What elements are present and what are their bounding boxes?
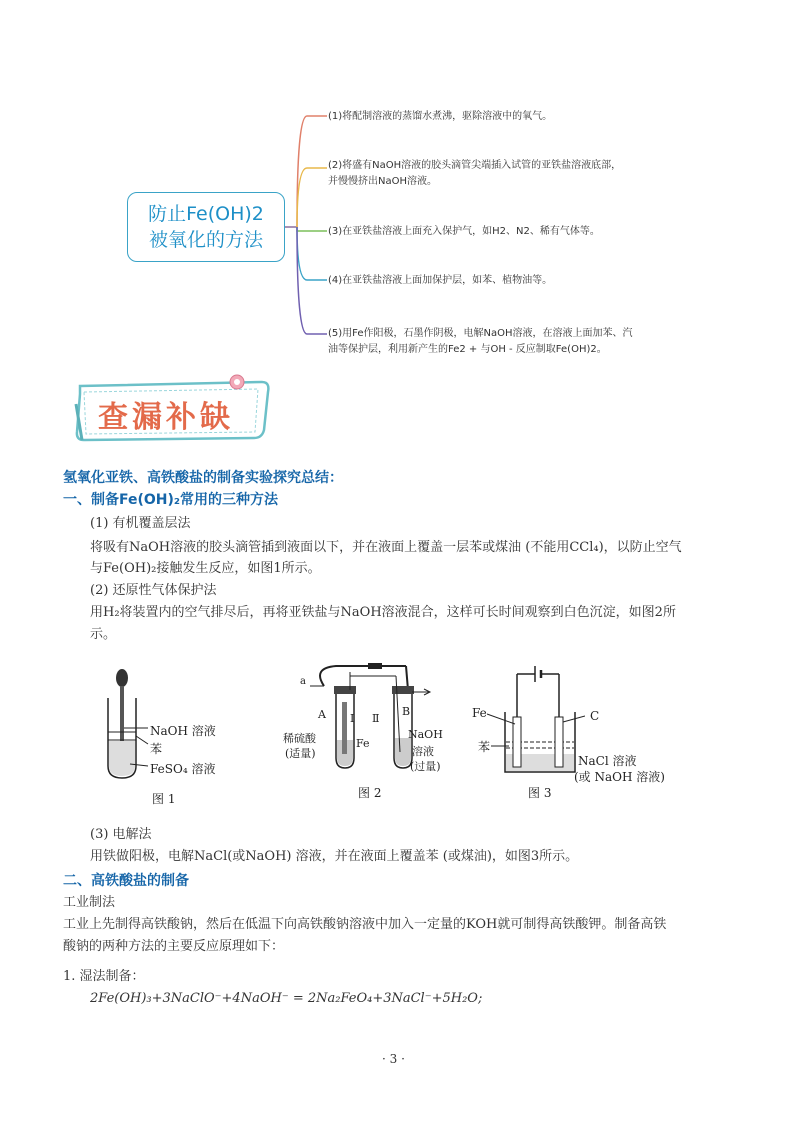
fig2-label-excess: (过量) [410, 760, 441, 773]
fig1-label-benzene: 苯 [150, 742, 163, 756]
fig2-label-acid-amount: (适量) [285, 747, 316, 760]
fig2-label-naoh: NaOH [408, 728, 443, 741]
banner-title: 查漏补缺 [98, 400, 234, 435]
part2-line2: 酸钠的两种方法的主要反应原理如下： [63, 939, 285, 954]
fig2-label-a: a [300, 676, 306, 687]
fig3-label-naoh: (或 NaOH 溶液) [574, 770, 665, 784]
mindmap-item-5: (5)用Fe作阳极，石墨作阴极，电解NaOH溶液，在溶液上面加苯、汽 油等保护层，利用新产生的Fe2 + 与OH - 反应制取Fe(OH)2。 [328, 328, 633, 355]
method2-line2: 示。 [90, 627, 117, 642]
figure-3-diagram [485, 662, 585, 782]
fig3-label-c: C [590, 709, 600, 723]
mindmap-center-line1: 防止Fe(OH)2 [148, 203, 264, 225]
method2-title: (2) 还原性气体保护法 [90, 583, 217, 598]
method3-title: (3) 电解法 [90, 827, 152, 842]
method1-line2: 与Fe(OH)₂接触发生反应，如图1所示。 [90, 561, 321, 576]
fig2-label-B: B [402, 705, 411, 718]
fig1-label-naoh: NaOH 溶液 [150, 724, 216, 738]
fig3-label-fe: Fe [472, 706, 487, 720]
equation-wet-method: 2Fe(OH)₃+3NaClO⁻+4NaOH⁻ = 2Na₂FeO₄+3NaCl⁻+5H₂O; [90, 991, 483, 1006]
fig3-caption: 图 3 [528, 786, 552, 800]
mindmap-connectors [285, 108, 330, 348]
section-title: 氢氧化亚铁、高铁酸盐的制备实验探究总结： [63, 470, 343, 486]
fig2-label-acid: 稀硫酸 [283, 732, 316, 745]
part2-heading: 二、高铁酸盐的制备 [63, 873, 189, 889]
fig2-label-II: Ⅱ [372, 712, 380, 725]
page-number: · 3 · [382, 1052, 405, 1066]
method1-title: (1) 有机覆盖层法 [90, 516, 191, 531]
part1-heading: 一、制备Fe(OH)₂常用的三种方法 [63, 492, 279, 508]
fig3-label-nacl: NaCl 溶液 [578, 754, 637, 768]
fig2-caption: 图 2 [358, 786, 382, 800]
mindmap-item-4: (4)在亚铁盐溶液上面加保护层，如苯、植物油等。 [328, 275, 553, 286]
mindmap-center-line2: 被氧化的方法 [148, 229, 263, 251]
mindmap-center [127, 192, 285, 262]
part2-item1: 1. 湿法制备： [63, 969, 145, 984]
part2-subheading: 工业制法 [63, 895, 116, 910]
part2-line1: 工业上先制得高铁酸钠，然后在低温下向高铁酸钠溶液中加入一定量的KOH就可制得高铁酸钾。制备高铁 [63, 917, 667, 932]
fig2-label-solution: 溶液 [412, 745, 434, 758]
fig2-label-fe: Fe [356, 737, 370, 750]
fig2-label-A: A [318, 708, 326, 721]
method1-line1: 将吸有NaOH溶液的胶头滴管插到液面以下，并在液面上覆盖一层苯或煤油 (不能用CCl₄)，以防止空气 [90, 540, 682, 555]
mindmap-item-1: (1)将配制溶液的蒸馏水煮沸，驱除溶液中的氧气。 [328, 111, 553, 122]
fig3-label-benzene: 苯 [478, 740, 491, 754]
method2-line1: 用H₂将装置内的空气排尽后，再将亚铁盐与NaOH溶液混合，这样可长时间观察到白色沉淀，如图2所 [90, 605, 676, 620]
mindmap-item-3: (3)在亚铁盐溶液上面充入保护气，如H2、N2、稀有气体等。 [328, 226, 600, 237]
fig1-caption: 图 1 [152, 792, 176, 806]
mindmap-item-2: (2)将盛有NaOH溶液的胶头滴管尖端插入试管的亚铁盐溶液底部， 并慢慢挤出NaOH溶液。 [328, 160, 622, 187]
method3-line1: 用铁做阳极，电解NaCl(或NaOH) 溶液，并在液面上覆盖苯 (或煤油)，如图3所示。 [90, 849, 579, 864]
fig1-label-feso4: FeSO₄ 溶液 [150, 762, 216, 776]
fig2-label-I: Ⅰ [350, 712, 355, 725]
